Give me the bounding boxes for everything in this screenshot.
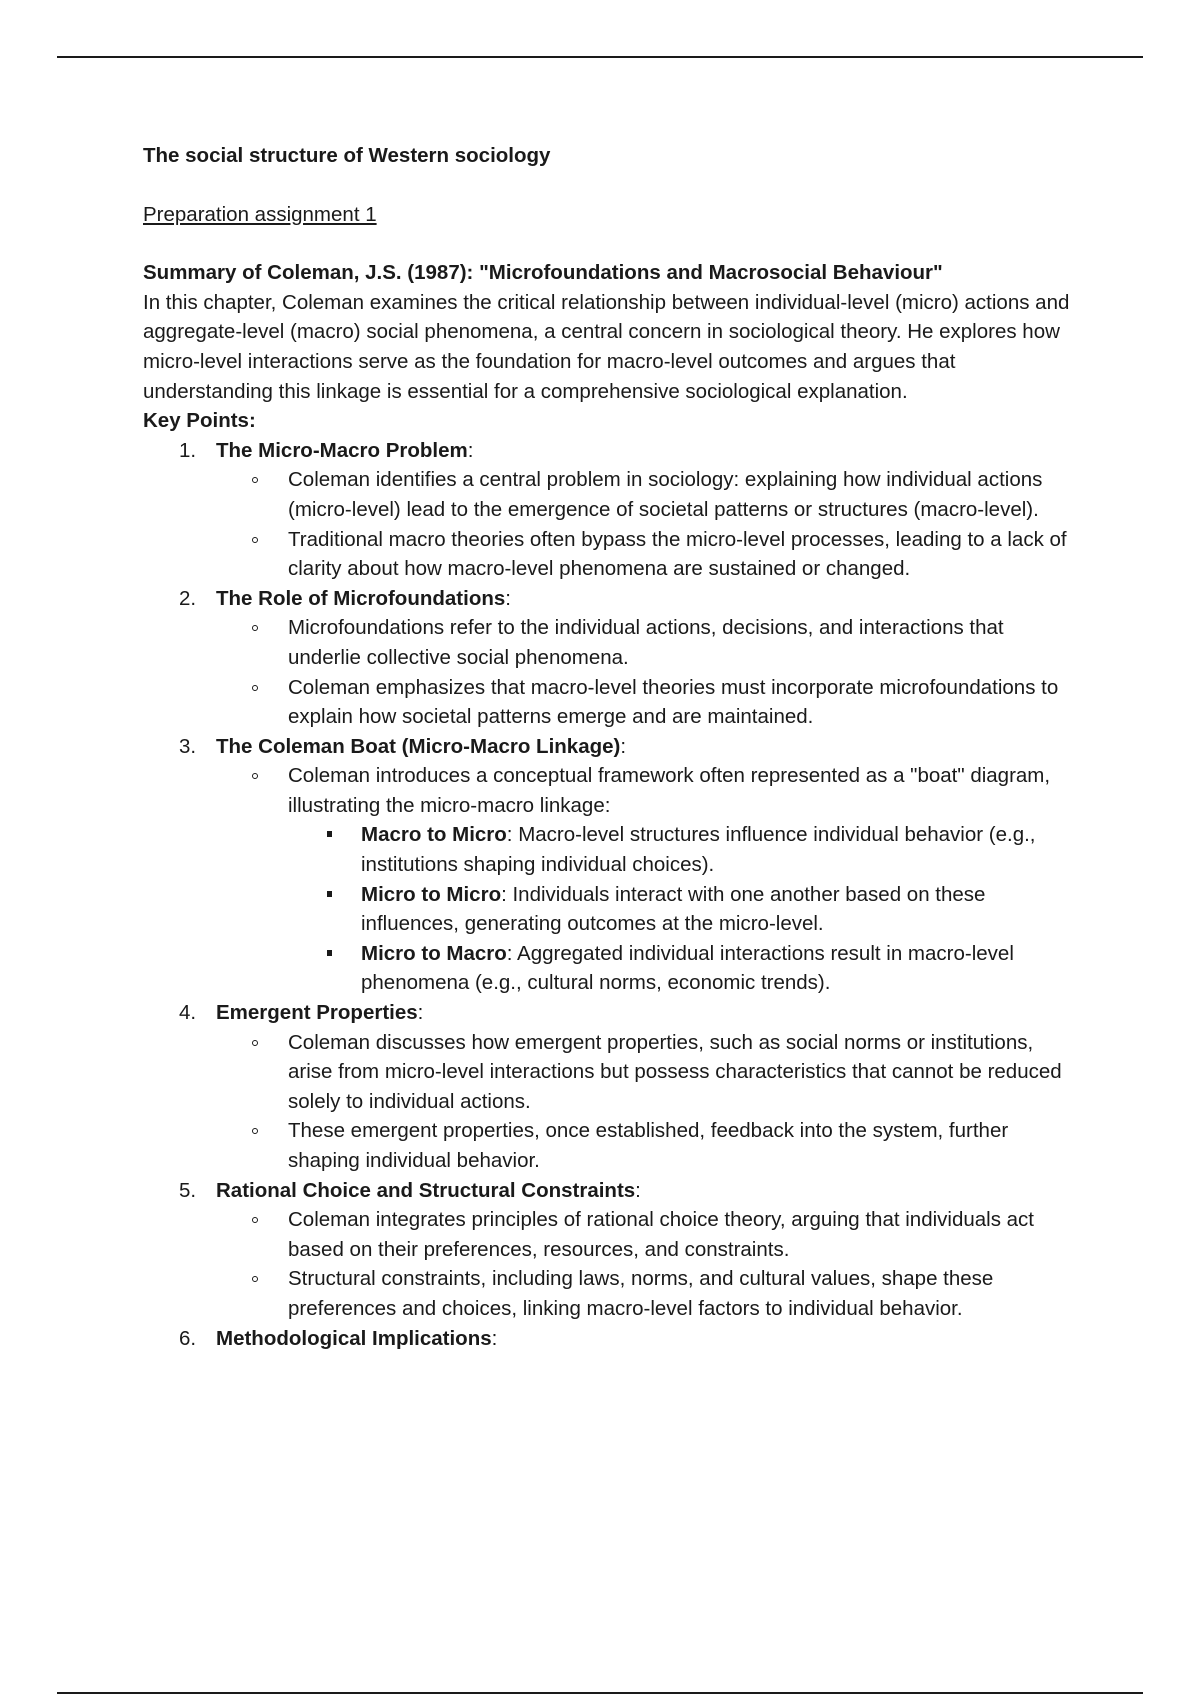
item-number: 6. [179, 1326, 197, 1350]
bullet-item [288, 1264, 1073, 1323]
circle-bullet-icon [252, 1040, 258, 1046]
bullet-list [216, 761, 1073, 998]
point-colon: : [635, 1178, 641, 1202]
sub-bullet-term: Micro to Micro [361, 882, 502, 906]
point-title: The Role of Microfoundations [216, 586, 506, 610]
list-item [143, 1324, 1073, 1354]
document-title: The social structure of Western sociology [143, 144, 551, 167]
bullet-item [288, 761, 1073, 998]
list-item [143, 584, 1073, 732]
point-colon: : [505, 586, 511, 610]
top-rule [57, 56, 1143, 58]
point-title: The Micro-Macro Problem [216, 438, 468, 462]
square-bullet-icon [327, 950, 332, 956]
list-item [143, 436, 1073, 584]
list-item [143, 998, 1073, 1176]
circle-bullet-icon [252, 537, 258, 543]
bullet-list [216, 465, 1073, 583]
point-colon: : [467, 438, 474, 462]
circle-bullet-icon [252, 625, 258, 631]
key-points-label: Key Points: [143, 409, 256, 433]
bullet-text: Coleman introduces a conceptual framework often represented as a "boat" diagram, illustrating the micro-macro linkage: [288, 764, 1051, 817]
document-page [143, 141, 1073, 1353]
point-colon: : [491, 1326, 498, 1350]
sub-bullet-term: Macro to Micro [361, 823, 507, 847]
bullet-item [288, 613, 1073, 672]
item-number: 4. [179, 1001, 197, 1025]
bottom-rule [57, 1692, 1143, 1694]
point-colon: : [417, 1001, 424, 1025]
square-bullet-icon [327, 891, 332, 897]
sub-bullet-text: : Aggregated individual interactions result in macro-level phenomena (e.g., cultural norms, economic trends). [361, 941, 1014, 995]
sub-bullet-item [361, 880, 1073, 939]
square-bullet-icon [327, 831, 332, 837]
key-points-list [143, 436, 1073, 1353]
circle-bullet-icon [252, 1276, 258, 1282]
circle-bullet-icon [252, 773, 258, 779]
bullet-text: Structural constraints, including laws, norms, and cultural values, shape these preferences and choices, linking macro-level factors to individual behavior. [288, 1267, 994, 1320]
circle-bullet-icon [252, 685, 258, 691]
bullet-list [216, 1028, 1073, 1176]
bullet-item [288, 465, 1073, 524]
bullet-text: These emergent properties, once established, feedback into the system, further shaping individual behavior. [288, 1119, 1009, 1172]
sub-bullet-list [288, 820, 1073, 998]
bullet-item [288, 673, 1073, 732]
sub-bullet-item [361, 820, 1073, 879]
bullet-text: Coleman integrates principles of rational choice theory, arguing that individuals act based on their preferences, resources, and constraints. [288, 1208, 1035, 1261]
circle-bullet-icon [252, 1128, 258, 1134]
point-title: Rational Choice and Structural Constraints [216, 1178, 636, 1202]
bullet-text: Coleman discusses how emergent properties, such as social norms or institutions, arise from micro-level interactions but possess characteristics that cannot be reduced solely to individual actions. [288, 1030, 1062, 1113]
bullet-text: Microfoundations refer to the individual actions, decisions, and interactions that underlie collective social phenomena. [288, 616, 1004, 669]
circle-bullet-icon [252, 477, 258, 483]
bullet-list [216, 613, 1073, 731]
bullet-item [288, 1116, 1073, 1175]
bullet-list [216, 1205, 1073, 1323]
point-title: Emergent Properties [216, 1001, 418, 1025]
item-number: 3. [179, 734, 197, 758]
bullet-item [288, 1028, 1073, 1117]
list-item [143, 732, 1073, 998]
sub-bullet-term: Micro to Macro [361, 941, 507, 965]
point-colon: : [620, 734, 627, 758]
sub-bullet-item [361, 939, 1073, 998]
point-title: The Coleman Boat (Micro-Macro Linkage) [216, 734, 621, 758]
summary-heading: Summary of Coleman, J.S. (1987): "Microfoundations and Macrosocial Behaviour" [143, 261, 943, 285]
list-item [143, 1176, 1073, 1324]
item-number: 2. [179, 586, 197, 610]
sub-bullet-text: : Individuals interact with one another based on these influences, generating outcomes at the micro-level. [361, 882, 986, 936]
bullet-text: Coleman identifies a central problem in sociology: explaining how individual actions (micro-level) lead to the emergence of societal patterns or structures (macro-level). [288, 468, 1043, 521]
sub-bullet-text: : Macro-level structures influence individual behavior (e.g., institutions shaping individual choices). [361, 823, 1036, 877]
bullet-item [288, 525, 1073, 584]
point-title: Methodological Implications [216, 1326, 492, 1350]
bullet-text: Coleman emphasizes that macro-level theories must incorporate microfoundations to explain how societal patterns emerge and are maintained. [288, 675, 1059, 729]
item-number: 1. [179, 438, 197, 462]
circle-bullet-icon [252, 1217, 258, 1223]
document-subtitle: Preparation assignment 1 [143, 202, 377, 226]
item-number: 5. [179, 1178, 197, 1202]
bullet-item [288, 1205, 1073, 1264]
bullet-text: Traditional macro theories often bypass the micro-level processes, leading to a lack of clarity about how macro-level phenomena are sustained or changed. [288, 527, 1067, 581]
intro-paragraph: In this chapter, Coleman examines the critical relationship between individual-level (micro) actions and aggregate-level (macro) social phenomena, a central concern in sociological theory. He explores how micro-level interactions serve as the foundation for macro-level outcomes and argues that understanding this linkage is essential for a comprehensive sociological explanation. [143, 290, 1070, 403]
